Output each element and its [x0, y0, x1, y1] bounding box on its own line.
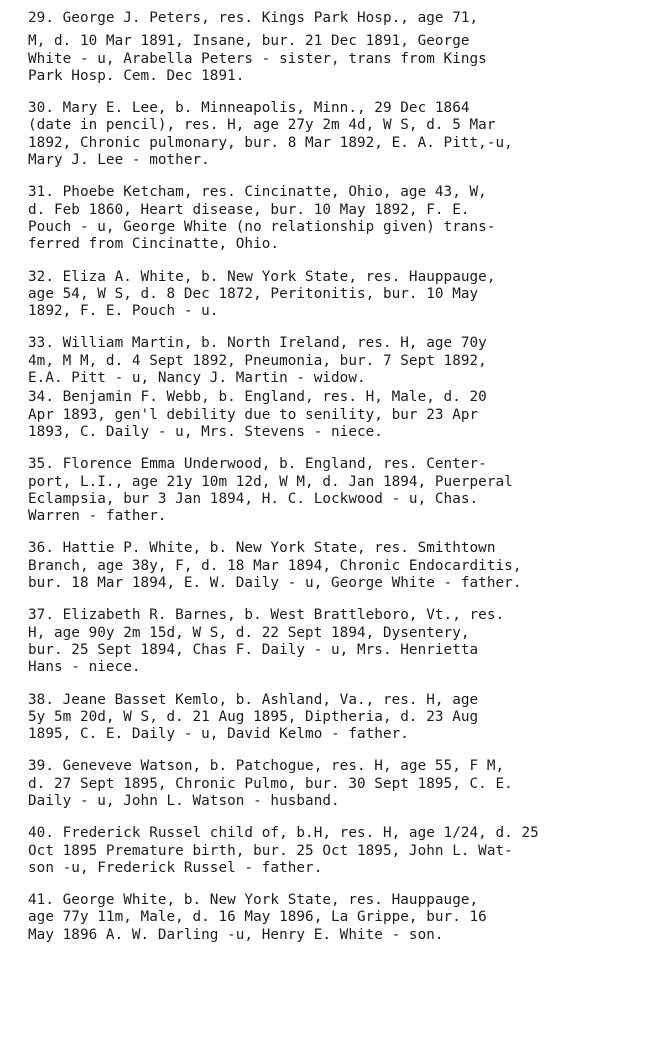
entry-line: port, L.I., age 21y 10m 12d, W M, d. Jan 1894, Puerperal: [28, 473, 513, 490]
entry-line: (date in pencil), res. H, age 27y 2m 4d, W S, d. 5 Mar: [28, 117, 496, 134]
entry-line: 40. Frederick Russel child of, b.H, res. H, age 1/24, d. 25: [28, 825, 539, 842]
entry-line: 30. Mary E. Lee, b. Minneapolis, Minn., 29 Dec 1864: [28, 100, 470, 117]
entry-38: [28, 692, 643, 744]
entry-line: M, d. 10 Mar 1891, Insane, bur. 21 Dec 1891, George: [28, 33, 470, 50]
entry-line: 31. Phoebe Ketcham, res. Cincinatte, Ohio, age 43, W,: [28, 184, 487, 201]
entry-line: May 1896 A. W. Darling -u, Henry E. White - son.: [28, 926, 444, 943]
entry-29: [28, 10, 643, 85]
document-page: [28, 10, 643, 959]
entry-36: [28, 540, 643, 592]
entry-line: bur. 25 Sept 1894, Chas F. Daily - u, Mrs. Henrietta: [28, 641, 479, 658]
entry-line: 32. Eliza A. White, b. New York State, res. Hauppauge,: [28, 268, 496, 285]
entry-line: 37. Elizabeth R. Barnes, b. West Brattleboro, Vt., res.: [28, 607, 505, 624]
entry-line: Oct 1895 Premature birth, bur. 25 Oct 1895, John L. Wat-: [28, 842, 513, 859]
entry-40: [28, 825, 643, 877]
entry-33: [28, 335, 643, 387]
entry-39: [28, 758, 643, 810]
entry-line: 38. Jeane Basset Kemlo, b. Ashland, Va., res. H, age: [28, 691, 479, 708]
entry-line: d. 27 Sept 1895, Chronic Pulmo, bur. 30 Sept 1895, C. E.: [28, 775, 513, 792]
entry-line: Eclampsia, bur 3 Jan 1894, H. C. Lockwood - u, Chas.: [28, 490, 479, 507]
entry-line: 35. Florence Emma Underwood, b. England, res. Center-: [28, 456, 487, 473]
entry-line: d. Feb 1860, Heart disease, bur. 10 May 1892, F. E.: [28, 201, 470, 218]
entry-line: 36. Hattie P. White, b. New York State, res. Smithtown: [28, 540, 496, 557]
entry-line: 1893, C. Daily - u, Mrs. Stevens - niece.: [28, 423, 383, 440]
entry-line: 39. Geneveve Watson, b. Patchogue, res. H, age 55, F M,: [28, 758, 505, 775]
entry-line: Mary J. Lee - mother.: [28, 152, 210, 169]
entry-32: [28, 269, 643, 321]
entry-35: [28, 456, 643, 525]
entry-line: Warren - father.: [28, 508, 167, 525]
entry-line: Apr 1893, gen'l debility due to senility, bur 23 Apr: [28, 406, 479, 423]
entry-line: 41. George White, b. New York State, res. Hauppauge,: [28, 892, 479, 909]
entry-34: [28, 389, 643, 441]
entry-line: 29. George J. Peters, res. Kings Park Hosp., age 71,: [28, 10, 479, 26]
entry-line: 33. William Martin, b. North Ireland, res. H, age 70y: [28, 335, 487, 352]
entry-line: 4m, M M, d. 4 Sept 1892, Pneumonia, bur. 7 Sept 1892,: [28, 352, 487, 369]
entry-line: 5y 5m 20d, W S, d. 21 Aug 1895, Diptheria, d. 23 Aug: [28, 708, 479, 725]
entry-line: White - u, Arabella Peters - sister, trans from Kings: [28, 50, 487, 67]
entry-line: Park Hosp. Cem. Dec 1891.: [28, 67, 245, 84]
entry-line: ferred from Cincinatte, Ohio.: [28, 236, 280, 253]
entry-41: [28, 892, 643, 944]
entry-37: [28, 607, 643, 676]
entry-line: age 77y 11m, Male, d. 16 May 1896, La Grippe, bur. 16: [28, 909, 487, 926]
entry-line: age 54, W S, d. 8 Dec 1872, Peritonitis, bur. 10 May: [28, 285, 479, 302]
entry-line: 1892, F. E. Pouch - u.: [28, 303, 219, 320]
entry-line: Pouch - u, George White (no relationship given) trans-: [28, 218, 496, 235]
entry-line: 1892, Chronic pulmonary, bur. 8 Mar 1892, E. A. Pitt,-u,: [28, 134, 513, 151]
entry-line: bur. 18 Mar 1894, E. W. Daily - u, George White - father.: [28, 575, 522, 592]
entry-line: Hans - niece.: [28, 659, 141, 676]
entry-line: 34. Benjamin F. Webb, b. England, res. H, Male, d. 20: [28, 389, 487, 406]
entry-line: Branch, age 38y, F, d. 18 Mar 1894, Chronic Endocarditis,: [28, 557, 522, 574]
entry-line: 1895, C. E. Daily - u, David Kelmo - father.: [28, 726, 409, 743]
entry-31: [28, 184, 643, 253]
entry-line: Daily - u, John L. Watson - husband.: [28, 792, 340, 809]
entry-line: H, age 90y 2m 15d, W S, d. 22 Sept 1894, Dysentery,: [28, 624, 470, 641]
entry-30: [28, 100, 643, 169]
entry-line: E.A. Pitt - u, Nancy J. Martin - widow.: [28, 370, 366, 387]
entry-line: son -u, Frederick Russel - father.: [28, 859, 323, 876]
